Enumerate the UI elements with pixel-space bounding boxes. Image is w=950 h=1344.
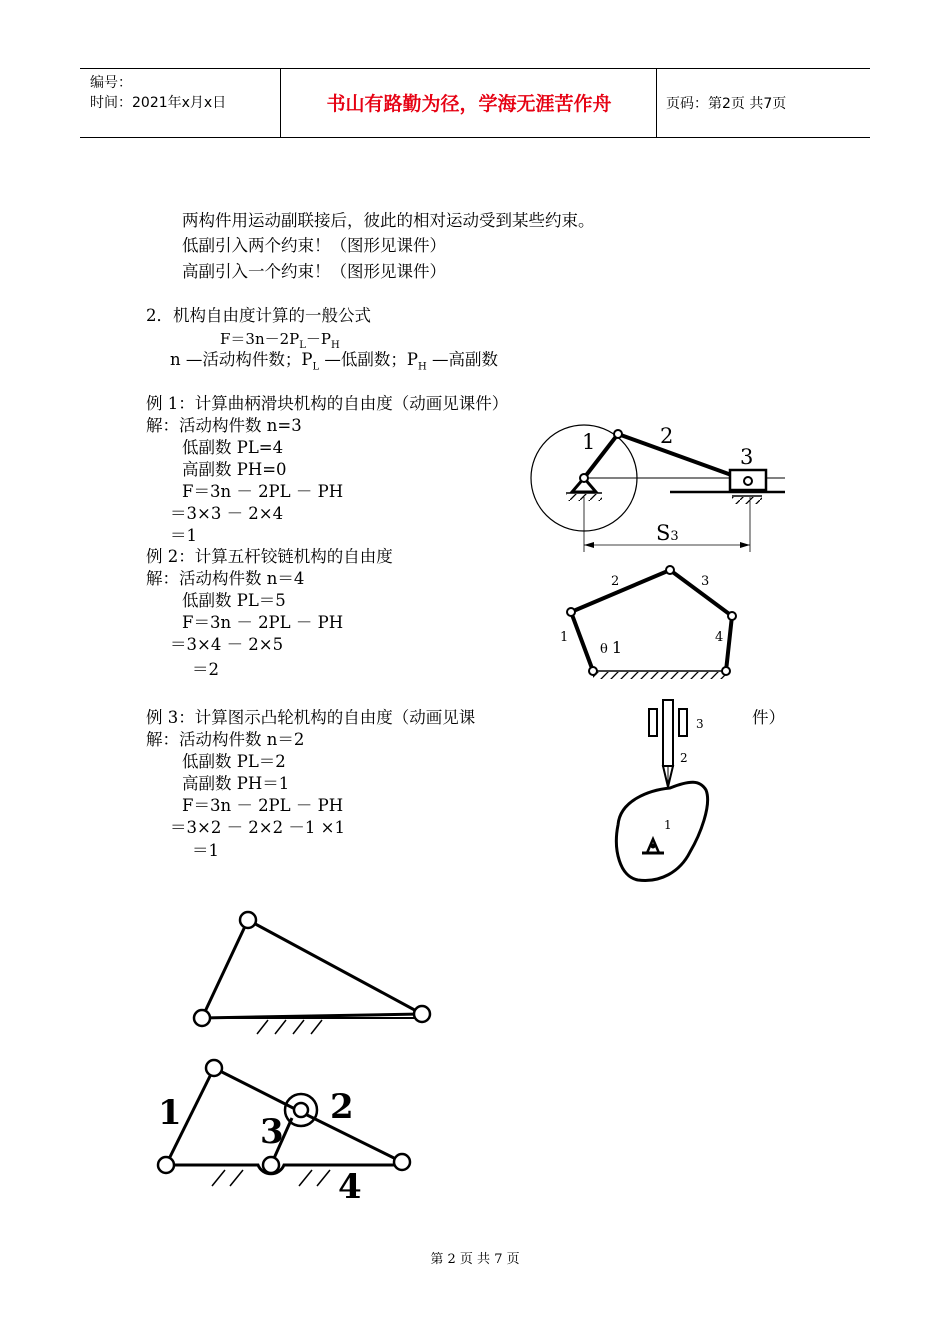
solution-line: ＝3×3 － 2×4 (170, 504, 284, 523)
truss-links (202, 920, 422, 1018)
solution-line: ＝3×2 － 2×2 －1 ×1 (170, 818, 345, 837)
crank-slider-figure (531, 424, 785, 552)
example-title: 例 2：计算五杆铰链机构的自由度 (146, 547, 393, 566)
label-link-2: 2 (611, 574, 620, 589)
header-motto: 书山有路勤为径，学海无涯苦作舟 (326, 93, 612, 115)
label-link-2: 2 (680, 751, 688, 765)
solution-line: 解：活动构件数 n＝4 (146, 569, 305, 588)
text-line: 低副引入两个约束！（图形见课件） (182, 236, 446, 255)
solution-line: 低副数 PL＝5 (182, 591, 286, 610)
label-link-1: 1 (560, 630, 569, 645)
section-heading: 2．机构自由度计算的一般公式 (146, 306, 371, 325)
solution-line: ＝2 (192, 660, 219, 679)
solution-line: ＝1 (170, 526, 197, 545)
ground-line (166, 1165, 402, 1174)
label-link-1: 1 (158, 1093, 182, 1133)
formula-definitions: n —活动构件数；$P_L$ —低副数；$P_H$ —高副数 (170, 350, 498, 373)
label-link-3: 3 (740, 445, 754, 469)
solution-line: 低副数 PL=4 (182, 438, 284, 457)
number-label: 编号： (90, 75, 132, 91)
text-line: 两构件用运动副联接后，彼此的相对运动受到某些约束。 (182, 211, 595, 230)
label-link-4: 4 (715, 630, 724, 645)
solution-line: F＝3n － 2PL － PH (182, 613, 344, 632)
solution-line: ＝1 (192, 841, 219, 860)
follower-guide-left (649, 709, 657, 736)
page-info: 页码：第2页 共7页 (666, 96, 787, 112)
label-link-3: 3 (701, 574, 710, 589)
solution-line: 高副数 PH=0 (182, 460, 287, 479)
slider-pin (744, 477, 752, 485)
label-link-2: 2 (330, 1087, 354, 1127)
text-line: 高副引入一个约束！（图形见课件） (182, 262, 446, 281)
formula: $F=3n-2P_L-P_H$ (220, 330, 340, 351)
solution-line: 解：活动构件数 n=3 (146, 416, 302, 435)
solution-line: ＝3×4 － 2×5 (170, 635, 284, 654)
time-label: 时间：2021年x月x日 (90, 95, 227, 111)
label-link-1: 1 (664, 818, 672, 832)
label-s3: S3 (656, 521, 679, 545)
five-bar-figure (560, 566, 736, 679)
example-title: 例 1：计算曲柄滑块机构的自由度（动画见课件） (146, 394, 509, 413)
solution-line: 解：活动构件数 n＝2 (146, 730, 305, 749)
coupler-link (618, 434, 748, 481)
follower-guide-right (679, 709, 687, 736)
crank-joint (614, 430, 622, 438)
label-link-1: 1 (582, 430, 596, 454)
example-title: 例 3：计算图示凸轮机构的自由度（动画见课 (146, 708, 476, 727)
coupler-link (214, 1068, 301, 1112)
solution-line: 高副数 PH＝1 (182, 774, 290, 793)
cam-figure (616, 700, 707, 880)
solution-line: 低副数 PL＝2 (182, 752, 286, 771)
label-link-2: 2 (660, 424, 674, 448)
label-link-4: 4 (338, 1167, 362, 1207)
follower-rod (663, 700, 673, 766)
example-title-tail: 件） (752, 708, 785, 727)
cam-profile (616, 782, 707, 880)
solution-line: F＝3n － 2PL － PH (182, 482, 344, 501)
page-footer: 第 2 页 共 7 页 (430, 1252, 520, 1267)
label-link-3: 3 (260, 1112, 284, 1152)
solution-line: F＝3n － 2PL － PH (182, 796, 344, 815)
label-link-3: 3 (696, 717, 704, 731)
label-theta1: θ 1 (600, 638, 623, 657)
compound-linkage-figure (158, 1060, 410, 1207)
truss-figure (194, 912, 430, 1034)
